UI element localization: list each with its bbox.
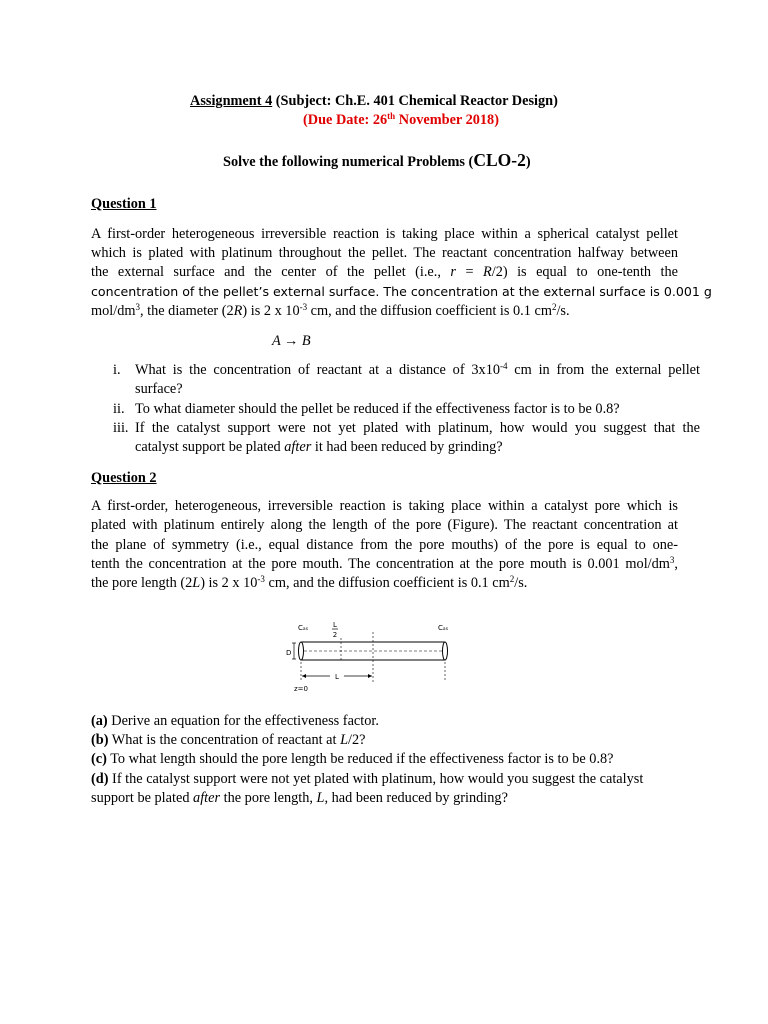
q2-paragraph-line: the plane of symmetry (i.e., equal distance from the pore mouths) of the pore is equal to one- <box>91 537 678 553</box>
q1-paragraph-line: which is plated with platinum throughout the pellet. The reactant concentration halfway between <box>91 245 678 261</box>
assignment-label: Assignment 4 <box>190 93 273 109</box>
document-page: Assignment 4 (Subject: Ch.E. 401 Chemical Reactor Design) (Due Date: 26th November 2018) Solve the following numerical Problems (CLO-2) Question 1 A first-order heterogeneous irreversible reaction is taking place within a spherical catalyst pellet which is plated with platinum throughout the pellet. The reactant concentration halfway between the external surface and the center of the pellet (i.e., r = R/2) is equal to one-tenth the concentration of the pellet’s external surface. The concentration at the external surface is 0.001 g mol/$dm^3$, the diameter (2R) is 2 x $10^{-3}$ cm, and the diffusion coefficient is 0.1 $cm^2/s$. A → B i. What is the concentration of reactant at a distance of $3x10^{-4}$ cm in from the external pellet surface? ii. To what diameter should the pellet be reduced if the effectiveness factor is to be 0.8? iii. If the catalyst support were not yet plated with platinum, how would you suggest that the catalyst support be plated after it had been reduced by grinding? Question 2 A first-order, heterogeneous, irreversible reaction is taking place within a catalyst pore which is plated with platinum entirely along the length of the pore (Figure). The reactant concentration at the plane of symmetry (i.e., equal distance from the pore mouths) of the pore is equal to one- tenth the concentration at the pore mouth. The concentration at the pore mouth is 0.001 mol/$dm^3$, the pore length (2L) is 2 x $10^{-3}$ cm, and the diffusion coefficient is 0.1 $cm^2/s$. Cₐₛ L 2 Cₐₛ D L z=0 (a) Derive an equation for the effectiveness factor. (b) What is the concentration of reactant at L/2? (c) To what length should the pore length be reduced if the effectiveness factor is to be 0.8? (d) If the catalyst support were not yet plated with platinum, how would you suggest the catalyst support be plated after the pore length, L, had been reduced by grinding? <box>91 93 712 806</box>
subject-label: (Subject: Ch.E. 401 Chemical Reactor Design) <box>275 93 558 109</box>
q2-paragraph-line: plated with platinum entirely along the length of the pore (Figure). The reactant concentration at <box>91 517 678 533</box>
q2-paragraph-line: tenth the concentration at the pore mouth. The concentration at the pore mouth is 0.001 mol/$dm^3$, <box>91 555 678 572</box>
cas-right-label: Cₐₛ <box>438 624 449 632</box>
q2-part-d: (d) If the catalyst support were not yet plated with platinum, how would you suggest the catalyst <box>91 771 644 787</box>
q1-paragraph-line: A first-order heterogeneous irreversible reaction is taking place within a spherical catalyst pellet <box>91 226 678 242</box>
reaction-equation: A → B <box>272 333 311 349</box>
clo-label: CLO-2 <box>473 150 526 170</box>
q2-paragraph-line: the pore length (2L) is 2 x $10^{-3}$ cm, and the diffusion coefficient is 0.1 $cm^2/s$. <box>91 574 528 591</box>
due-date: (Due Date: 26th November 2018) <box>303 111 499 128</box>
pore-figure <box>280 616 470 696</box>
cas-left-label: Cₐₛ <box>298 624 309 632</box>
q2-part-b: (b) What is the concentration of reactant at L/2? <box>91 732 366 748</box>
l-half-numerator: L <box>333 621 337 629</box>
diameter-label: D <box>286 649 292 657</box>
assignment-title <box>190 93 558 110</box>
q1-paragraph-line: the external surface and the center of the pellet (i.e., r = R/2) is equal to one-tenth the <box>91 264 679 280</box>
q1-paragraph-line: concentration of the pellet’s external surface. The concentration at the external surface is 0.001 g <box>91 284 712 299</box>
q1-paragraph-line: mol/$dm^3$, the diameter (2R) is 2 x $10^{-3}$ cm, and the diffusion coefficient is 0.1 $cm^2/s$. <box>91 302 570 319</box>
q2-paragraph-line: A first-order, heterogeneous, irreversible reaction is taking place within a catalyst pore which is <box>91 498 678 514</box>
pore-mouth-right <box>443 642 448 660</box>
q2-part-a: (a) Derive an equation for the effectiveness factor. <box>91 713 379 729</box>
length-label: L <box>335 673 339 681</box>
q2-part-c: (c) To what length should the pore length be reduced if the effectiveness factor is to be 0.8? <box>91 751 614 767</box>
l-half-denominator: 2 <box>332 631 338 639</box>
question-2-heading: Question 2 <box>91 470 157 486</box>
question-1-heading: Question 1 <box>91 196 157 212</box>
pore-mouth-left <box>299 642 304 660</box>
z-origin-label: z=0 <box>294 685 308 693</box>
instruction-line: Solve the following numerical Problems (CLO-2) <box>223 150 531 170</box>
q2-part-d-continued: support be plated after the pore length, L, had been reduced by grinding? <box>91 790 508 806</box>
